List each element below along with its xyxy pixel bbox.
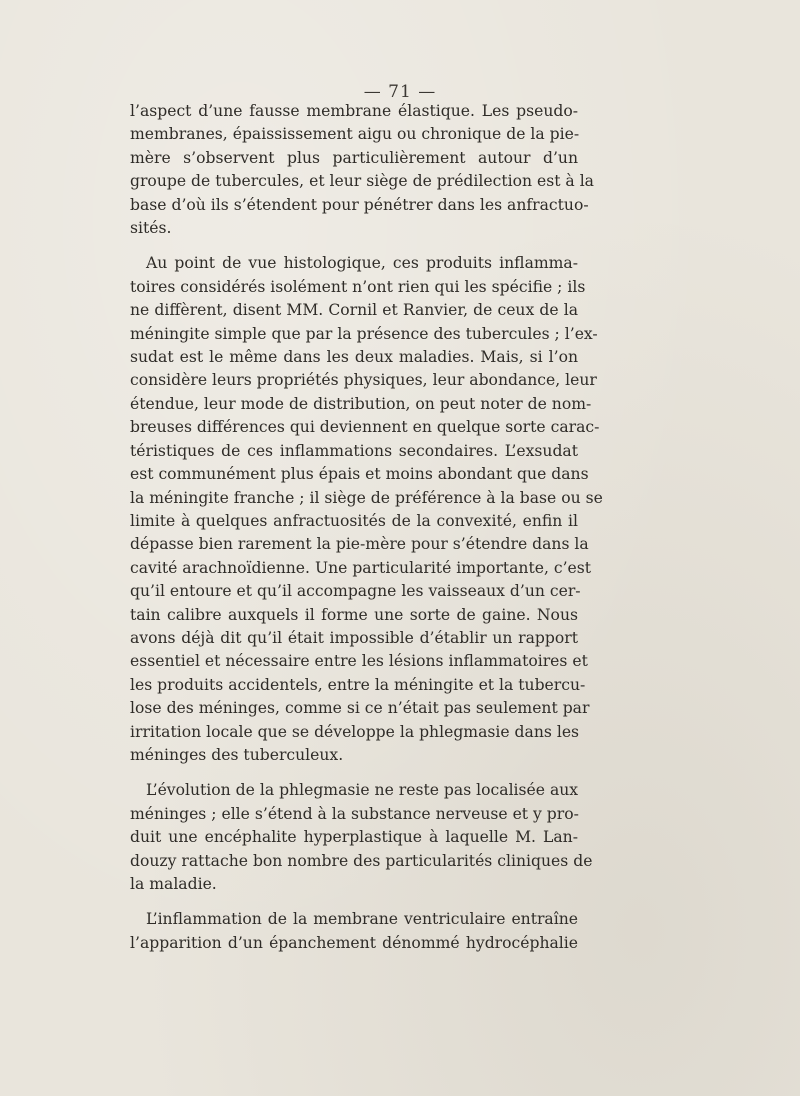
- text-line: sudat est le même dans les deux maladies. Mais, si l’on: [130, 348, 578, 367]
- text-line: Au point de vue histologique, ces produits inflamma-: [146, 254, 578, 273]
- text-line: méningite simple que par la présence des tubercules ; l’ex-: [130, 324, 598, 343]
- text-line: irritation locale que se développe la phlegmasie dans les: [130, 722, 580, 741]
- text-line: membranes, épaississement aigu ou chronique de la pie-: [130, 125, 580, 144]
- text-line: mère s’observent plus particulièrement autour d’un: [130, 148, 578, 167]
- text-line: L’évolution de la phlegmasie ne reste pas localisée aux: [146, 781, 579, 800]
- text-line: base d’où ils s’étendent pour pénétrer dans les anfractuo-: [130, 195, 589, 214]
- text-line: les produits accidentels, entre la méningite et la tubercu-: [130, 675, 586, 694]
- text-line: ne diffèrent, disent MM. Cornil et Ranvier, de ceux de la: [130, 301, 578, 320]
- text-line: duit une encéphalite hyperplastique à laquelle M. Lan-: [130, 828, 578, 847]
- text-line: L’inflammation de la membrane ventriculaire entraîne: [146, 910, 578, 929]
- text-line: essentiel et nécessaire entre les lésions inflammatoires et: [130, 652, 588, 671]
- text-line: dépasse bien rarement la pie-mère pour s’étendre dans la: [130, 535, 589, 554]
- text-line: tain calibre auxquels il forme une sorte de gaine. Nous: [130, 605, 578, 624]
- page-number: — 71 —: [363, 82, 437, 102]
- text-line: toires considérés isolément n’ont rien qui les spécifie ; ils: [130, 277, 586, 296]
- text-line: l’aspect d’une fausse membrane élastique. Les pseudo-: [130, 102, 578, 120]
- text-line: groupe de tubercules, et leur siège de prédilection est à la: [130, 172, 594, 191]
- text-line: la maladie.: [130, 875, 217, 893]
- text-line: la méningite franche ; il siège de préférence à la base ou se: [130, 488, 603, 507]
- text-line: étendue, leur mode de distribution, on peut noter de nom-: [130, 394, 592, 413]
- text-line: méninges ; elle s’étend à la substance nerveuse et y pro-: [130, 804, 579, 823]
- text-line: breuses différences qui deviennent en quelque sorte carac-: [130, 418, 600, 437]
- text-line: téristiques de ces inflammations secondaires. L’exsudat: [130, 441, 578, 460]
- text-line: est communément plus épais et moins abondant que dans: [130, 465, 589, 484]
- paragraph-1: [130, 100, 594, 240]
- text-line: l’apparition d’un épanchement dénommé hydrocéphalie: [130, 933, 578, 952]
- body-text: [130, 100, 603, 955]
- paragraph-3: [130, 779, 593, 896]
- text-line: avons déjà dit qu’il était impossible d’établir un rapport: [130, 628, 578, 647]
- text-line: lose des méninges, comme si ce n’était pas seulement par: [130, 699, 590, 718]
- paragraph-4: [130, 908, 578, 955]
- text-line: limite à quelques anfractuosités de la convexité, enfin il: [130, 511, 578, 530]
- text-line: douzy rattache bon nombre des particularités cliniques de: [130, 851, 593, 870]
- text-line: cavité arachnoïdienne. Une particularité importante, c’est: [130, 558, 592, 577]
- text-line: considère leurs propriétés physiques, leur abondance, leur: [130, 371, 597, 390]
- text-line: sités.: [130, 219, 172, 238]
- text-line: méninges des tuberculeux.: [130, 745, 344, 764]
- text-line: qu’il entoure et qu’il accompagne les vaisseaux d’un cer-: [130, 582, 581, 601]
- paragraph-2: [130, 252, 603, 767]
